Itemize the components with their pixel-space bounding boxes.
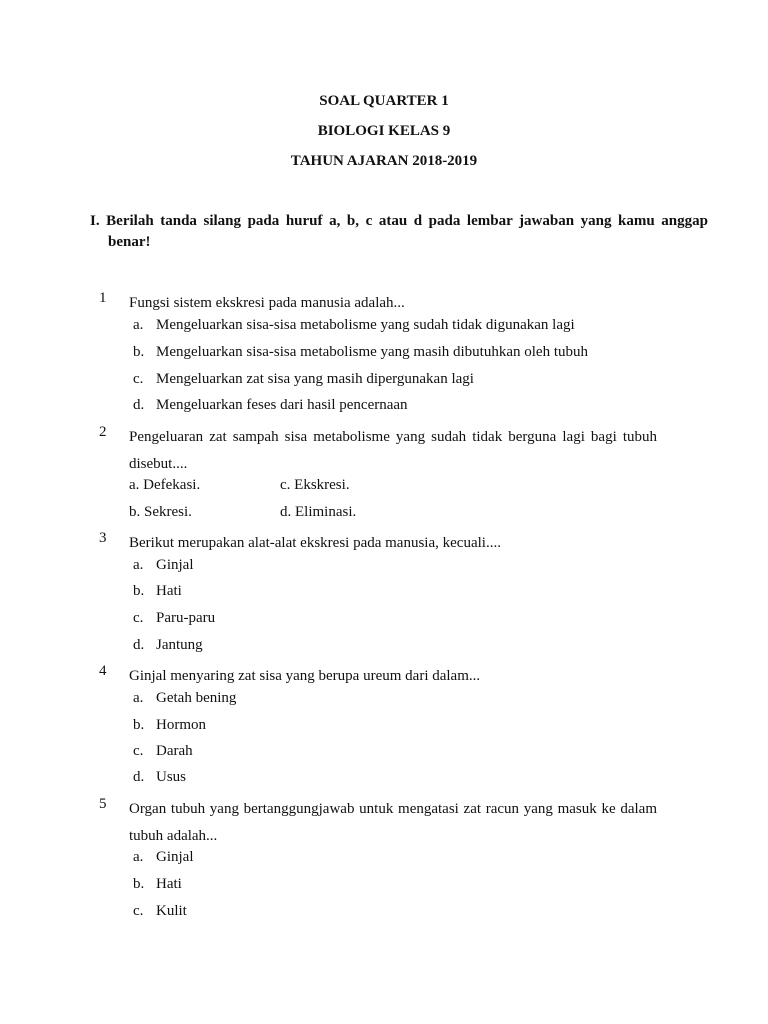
question-number: 1 [99, 290, 107, 306]
option-letter: d. [133, 397, 145, 413]
option-letter: b. [133, 876, 145, 892]
doc-title-line-1: SOAL QUARTER 1 [319, 93, 449, 109]
question-3-option-c [0, 610, 768, 636]
option-letter: b. [133, 344, 145, 360]
option-text: Mengeluarkan sisa-sisa metabolisme yang masih dibutuhkan oleh tubuh [156, 344, 588, 360]
question-1-option-a [0, 317, 768, 343]
question-text: Organ tubuh yang bertanggungjawab untuk mengatasi zat racun yang masuk ke dalam tubuh adalah... [129, 801, 657, 844]
option-letter: c. [133, 903, 144, 919]
option-text: Darah [156, 743, 193, 759]
question-3-option-a [0, 557, 768, 583]
option-text: Hati [156, 876, 182, 892]
question-3-option-b [0, 583, 768, 609]
option-letter: b. [133, 583, 145, 599]
option-text: Paru-paru [156, 610, 216, 626]
question-5-option-c [0, 903, 768, 929]
option-letter: a. [133, 317, 144, 333]
question-2-option-b: b. Sekresi. [129, 504, 192, 520]
doc-title-line-3: TAHUN AJARAN 2018-2019 [290, 153, 478, 169]
option-text: Ginjal [156, 557, 194, 573]
doc-title-line-2: BIOLOGI KELAS 9 [317, 123, 451, 139]
question-2-option-a: a. Defekasi. [129, 477, 201, 493]
question-text: Pengeluaran zat sampah sisa metabolisme yang sudah tidak berguna lagi bagi tubuh disebut.... [129, 429, 657, 472]
option-letter: c. [133, 610, 144, 626]
option-letter: d. [133, 637, 145, 653]
question-1-option-d [0, 397, 768, 423]
question-number: 2 [99, 424, 107, 440]
question-4-option-b [0, 717, 768, 743]
question-5-option-a [0, 849, 768, 875]
section-instruction: I. Berilah tanda silang pada huruf a, b, c atau d pada lembar jawaban yang kamu anggap benar! [90, 213, 708, 250]
question-4-option-d [0, 769, 768, 795]
question-3-option-d [0, 637, 768, 663]
question-5-option-b [0, 876, 768, 902]
question-text: Ginjal menyaring zat sisa yang berupa ureum dari dalam... [129, 668, 481, 684]
option-letter: c. [133, 743, 144, 759]
question-2-option-d: d. Eliminasi. [280, 504, 357, 520]
question-1-option-c [0, 371, 768, 397]
option-text: Jantung [156, 637, 203, 653]
option-text: Hati [156, 583, 182, 599]
question-2-option-c: c. Ekskresi. [280, 477, 350, 493]
question-number: 3 [99, 530, 107, 546]
question-text: Berikut merupakan alat-alat ekskresi pada manusia, kecuali.... [129, 535, 501, 551]
option-letter: d. [133, 769, 145, 785]
option-letter: a. [133, 849, 144, 865]
option-text: Mengeluarkan feses dari hasil pencernaan [156, 397, 408, 413]
option-text: Hormon [156, 717, 206, 733]
option-letter: b. [133, 717, 145, 733]
question-text: Fungsi sistem ekskresi pada manusia adalah... [129, 295, 405, 311]
question-4-option-c [0, 743, 768, 769]
option-text: Kulit [156, 903, 187, 919]
option-text: Getah bening [156, 690, 237, 706]
question-number: 4 [99, 663, 107, 679]
question-4-option-a [0, 690, 768, 716]
option-text: Ginjal [156, 849, 194, 865]
option-letter: a. [133, 557, 144, 573]
option-text: Usus [156, 769, 187, 785]
question-1-option-b [0, 344, 768, 370]
option-text: Mengeluarkan zat sisa yang masih dipergunakan lagi [156, 371, 474, 387]
question-number: 5 [99, 796, 107, 812]
option-letter: a. [133, 690, 144, 706]
option-letter: c. [133, 371, 144, 387]
option-text: Mengeluarkan sisa-sisa metabolisme yang sudah tidak digunakan lagi [156, 317, 575, 333]
